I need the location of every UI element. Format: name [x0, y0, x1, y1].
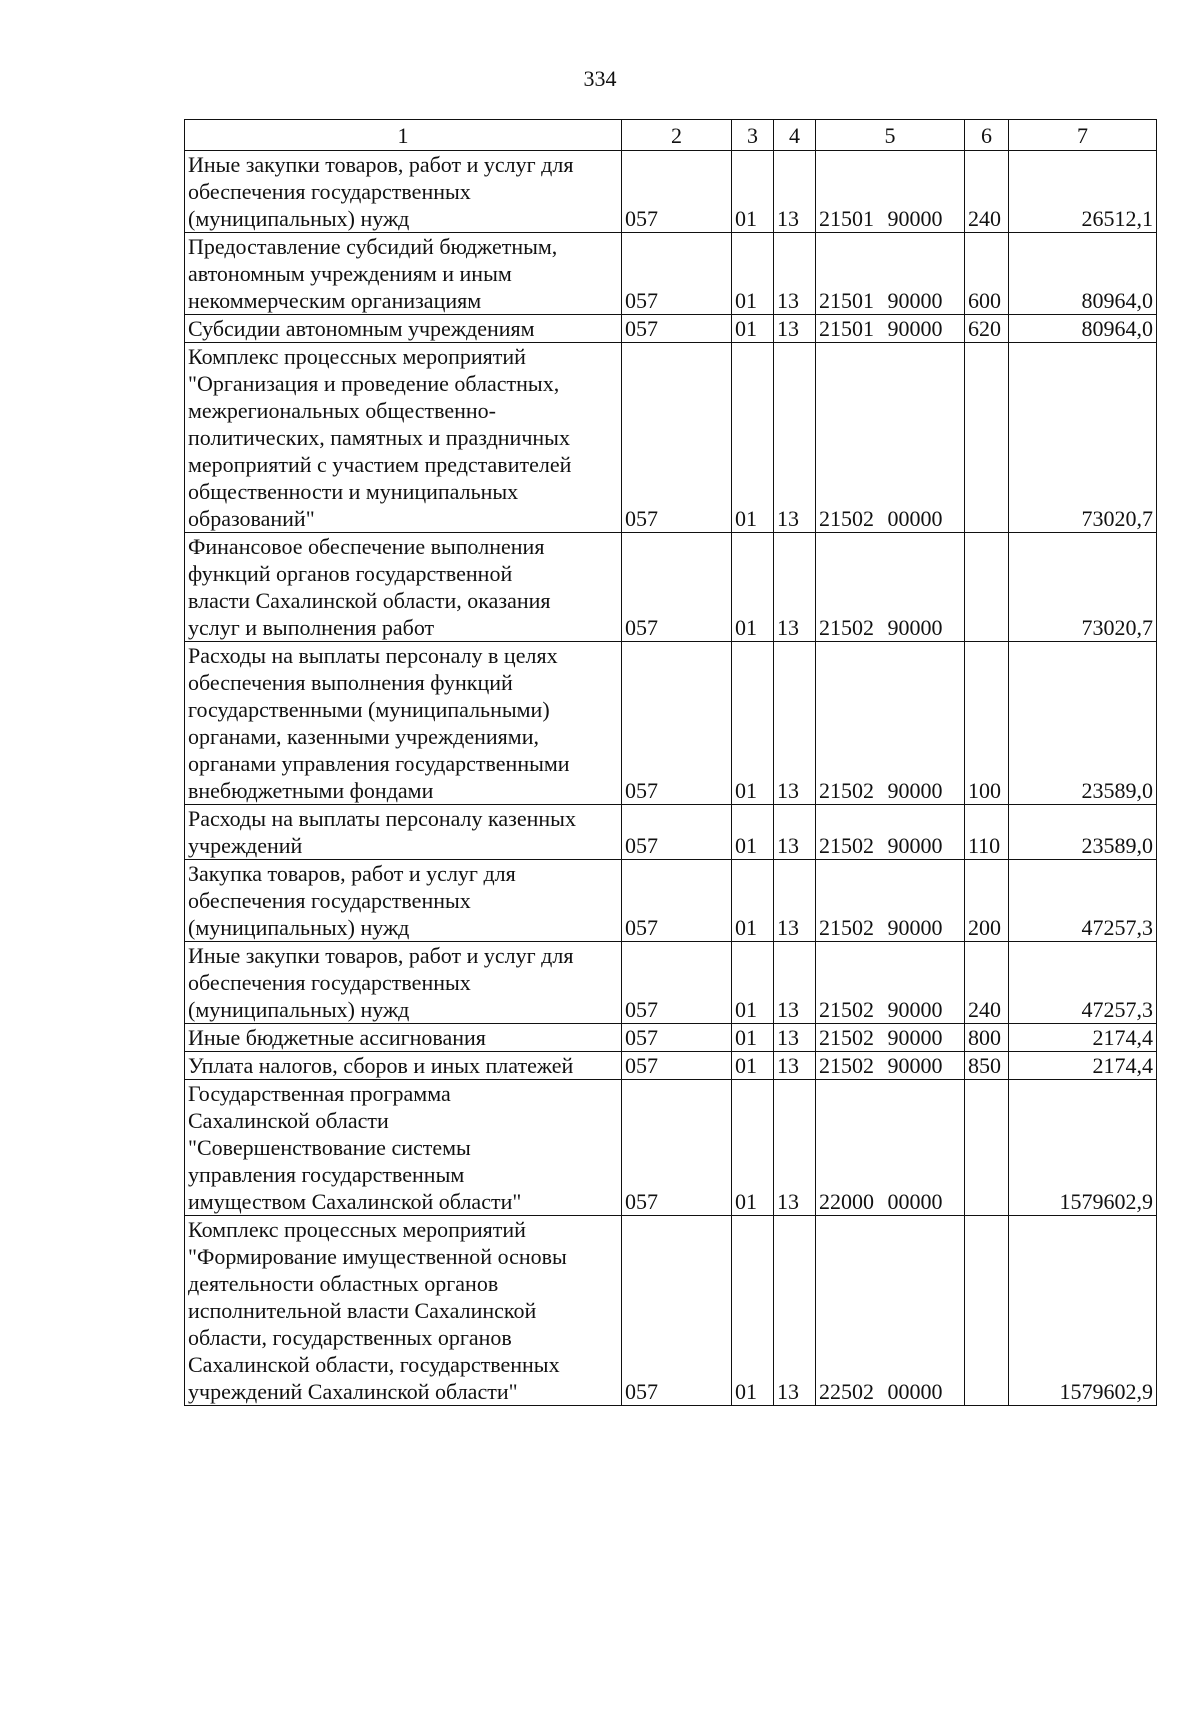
table-row	[185, 1024, 1157, 1052]
page-number: 334	[583, 66, 617, 91]
row-name-cell: Закупка товаров, работ и услуг для обеспечения государственных (муниципальных) нужд	[185, 860, 622, 942]
row-section-cell: 01	[732, 343, 774, 533]
row-expense-type-cell: 110	[965, 805, 1009, 860]
table-body	[185, 151, 1157, 1406]
row-subsection-cell: 13	[774, 343, 816, 533]
table-row	[185, 533, 1157, 642]
row-name-cell: Финансовое обеспечение выполнения функций органов государственной власти Сахалинской области, оказания услуг и выполнения работ	[185, 533, 622, 642]
row-amount-cell: 23589,0	[1009, 642, 1157, 805]
row-name-cell: Государственная программа Сахалинской области "Совершенствование системы управления государственным имуществом Сахалинской области"	[185, 1080, 622, 1216]
row-grbs-cell: 057	[622, 805, 732, 860]
row-section-cell: 01	[732, 1024, 774, 1052]
table-row	[185, 1080, 1157, 1216]
row-name-cell: Субсидии автономным учреждениям	[185, 315, 622, 343]
row-expense-type-cell: 800	[965, 1024, 1009, 1052]
row-target-article-cell: 21502 90000	[816, 860, 965, 942]
row-name-cell: Уплата налогов, сборов и иных платежей	[185, 1052, 622, 1080]
row-section-cell: 01	[732, 533, 774, 642]
row-grbs-cell: 057	[622, 151, 732, 233]
table-row	[185, 942, 1157, 1024]
row-target-article-cell: 22502 00000	[816, 1216, 965, 1406]
row-amount-cell: 80964,0	[1009, 233, 1157, 315]
row-subsection-cell: 13	[774, 642, 816, 805]
row-name-cell: Комплекс процессных мероприятий "Организация и проведение областных, межрегиональных общественно- политических, памятных и праздничных мероприятий с участием представителей общественности и муниципальных образований"	[185, 343, 622, 533]
budget-table	[184, 119, 1157, 1406]
table-row	[185, 1052, 1157, 1080]
row-expense-type-cell: 200	[965, 860, 1009, 942]
row-target-article-cell: 21502 90000	[816, 533, 965, 642]
row-target-article-cell: 21502 90000	[816, 642, 965, 805]
row-grbs-cell: 057	[622, 1052, 732, 1080]
row-subsection-cell: 13	[774, 1080, 816, 1216]
row-grbs-cell: 057	[622, 533, 732, 642]
row-section-cell: 01	[732, 1216, 774, 1406]
column-header: 6	[965, 120, 1009, 151]
column-header: 4	[774, 120, 816, 151]
row-subsection-cell: 13	[774, 151, 816, 233]
row-section-cell: 01	[732, 151, 774, 233]
row-target-article-cell: 21501 90000	[816, 315, 965, 343]
row-amount-cell: 1579602,9	[1009, 1080, 1157, 1216]
row-section-cell: 01	[732, 233, 774, 315]
row-name-cell: Расходы на выплаты персоналу в целях обеспечения выполнения функций государственными (муниципальными) органами, казенными учреждениями, органами управления государственными внебюджетными фондами	[185, 642, 622, 805]
row-expense-type-cell: 240	[965, 942, 1009, 1024]
row-subsection-cell: 13	[774, 1052, 816, 1080]
row-grbs-cell: 057	[622, 343, 732, 533]
row-section-cell: 01	[732, 942, 774, 1024]
row-amount-cell: 23589,0	[1009, 805, 1157, 860]
row-section-cell: 01	[732, 805, 774, 860]
row-target-article-cell: 22000 00000	[816, 1080, 965, 1216]
row-name-cell: Расходы на выплаты персоналу казенных учреждений	[185, 805, 622, 860]
table-row	[185, 642, 1157, 805]
row-target-article-cell: 21501 90000	[816, 151, 965, 233]
table-row	[185, 860, 1157, 942]
row-expense-type-cell	[965, 1216, 1009, 1406]
row-expense-type-cell: 240	[965, 151, 1009, 233]
row-target-article-cell: 21502 90000	[816, 1052, 965, 1080]
row-target-article-cell: 21502 00000	[816, 343, 965, 533]
row-amount-cell: 2174,4	[1009, 1024, 1157, 1052]
row-expense-type-cell: 600	[965, 233, 1009, 315]
row-grbs-cell: 057	[622, 233, 732, 315]
row-target-article-cell: 21502 90000	[816, 942, 965, 1024]
row-name-cell: Предоставление субсидий бюджетным, автономным учреждениям и иным некоммерческим организациям	[185, 233, 622, 315]
table-header	[185, 120, 1157, 151]
row-target-article-cell: 21502 90000	[816, 1024, 965, 1052]
table-row	[185, 343, 1157, 533]
header-row	[185, 120, 1157, 151]
table-row	[185, 233, 1157, 315]
row-expense-type-cell: 620	[965, 315, 1009, 343]
row-subsection-cell: 13	[774, 860, 816, 942]
row-grbs-cell: 057	[622, 860, 732, 942]
column-header: 2	[622, 120, 732, 151]
row-subsection-cell: 13	[774, 942, 816, 1024]
row-subsection-cell: 13	[774, 233, 816, 315]
row-subsection-cell: 13	[774, 805, 816, 860]
row-amount-cell: 47257,3	[1009, 942, 1157, 1024]
row-section-cell: 01	[732, 642, 774, 805]
row-grbs-cell: 057	[622, 1080, 732, 1216]
row-grbs-cell: 057	[622, 1024, 732, 1052]
column-header: 1	[185, 120, 622, 151]
row-target-article-cell: 21501 90000	[816, 233, 965, 315]
column-header: 7	[1009, 120, 1157, 151]
row-expense-type-cell: 100	[965, 642, 1009, 805]
row-section-cell: 01	[732, 315, 774, 343]
row-section-cell: 01	[732, 1052, 774, 1080]
row-expense-type-cell	[965, 343, 1009, 533]
row-section-cell: 01	[732, 1080, 774, 1216]
row-expense-type-cell	[965, 533, 1009, 642]
row-target-article-cell: 21502 90000	[816, 805, 965, 860]
row-grbs-cell: 057	[622, 642, 732, 805]
table-row	[185, 315, 1157, 343]
row-amount-cell: 2174,4	[1009, 1052, 1157, 1080]
row-subsection-cell: 13	[774, 1216, 816, 1406]
row-grbs-cell: 057	[622, 1216, 732, 1406]
row-section-cell: 01	[732, 860, 774, 942]
row-subsection-cell: 13	[774, 533, 816, 642]
row-amount-cell: 26512,1	[1009, 151, 1157, 233]
row-expense-type-cell	[965, 1080, 1009, 1216]
column-header: 3	[732, 120, 774, 151]
row-amount-cell: 73020,7	[1009, 533, 1157, 642]
row-name-cell: Иные бюджетные ассигнования	[185, 1024, 622, 1052]
table-row	[185, 151, 1157, 233]
row-subsection-cell: 13	[774, 315, 816, 343]
row-grbs-cell: 057	[622, 942, 732, 1024]
row-amount-cell: 47257,3	[1009, 860, 1157, 942]
row-expense-type-cell: 850	[965, 1052, 1009, 1080]
table-row	[185, 805, 1157, 860]
row-amount-cell: 73020,7	[1009, 343, 1157, 533]
column-header: 5	[816, 120, 965, 151]
row-name-cell: Иные закупки товаров, работ и услуг для обеспечения государственных (муниципальных) нужд	[185, 151, 622, 233]
row-grbs-cell: 057	[622, 315, 732, 343]
table-row	[185, 1216, 1157, 1406]
row-amount-cell: 1579602,9	[1009, 1216, 1157, 1406]
row-subsection-cell: 13	[774, 1024, 816, 1052]
row-name-cell: Иные закупки товаров, работ и услуг для обеспечения государственных (муниципальных) нужд	[185, 942, 622, 1024]
row-name-cell: Комплекс процессных мероприятий "Формирование имущественной основы деятельности областных органов исполнительной власти Сахалинской области, государственных органов Сахалинской области, государственных учреждений Сахалинской области"	[185, 1216, 622, 1406]
row-amount-cell: 80964,0	[1009, 315, 1157, 343]
